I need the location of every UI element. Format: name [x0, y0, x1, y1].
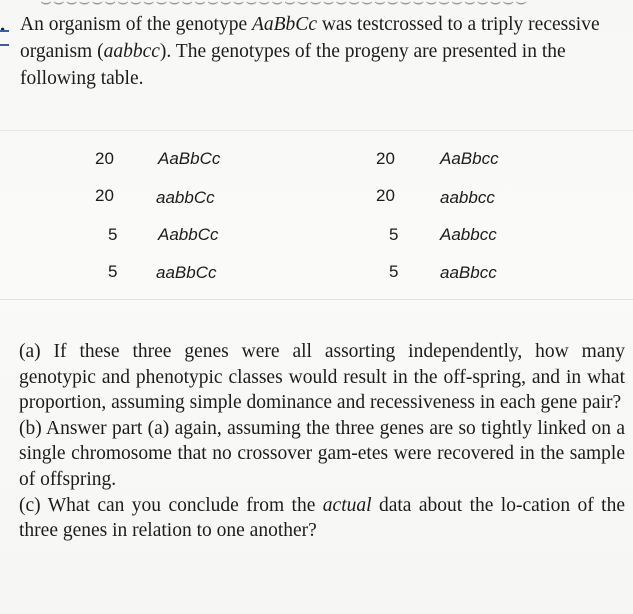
- cut-off-previous-line: ⌣⌣⌣⌣⌣⌣⌣⌣⌣⌣⌣⌣⌣⌣⌣⌣⌣⌣⌣⌣⌣⌣⌣⌣⌣⌣⌣⌣⌣⌣⌣⌣⌣⌣⌣⌣⌣⌣: [40, 0, 529, 11]
- table-row-2-count-left: 20: [95, 186, 114, 205]
- table-row-4-count-right: 5: [389, 262, 399, 281]
- table-row-4-genotype-right: aaBbcc: [440, 263, 497, 282]
- question-number: .: [0, 12, 6, 36]
- genotype-tester: aabbcc: [103, 41, 160, 62]
- question-intro: An organism of the genotype AaBbCc was testcrossed to a triply recessive organism (aabbcc). The genotypes of the progeny are presented in the following table.: [20, 14, 600, 89]
- table-row-4-genotype-left: aaBbCc: [156, 263, 217, 282]
- table-row-3-genotype-right: Aabbcc: [440, 225, 497, 244]
- table-row-2-genotype-right: aabbcc: [440, 188, 495, 207]
- table-row-2-genotype-left: aabbCc: [156, 188, 215, 207]
- table-row-3-genotype-left: AabbCc: [158, 225, 219, 244]
- part-a: (a) If these three genes were all assorting independently, how many genotypic and phenotypic classes would result in the off-spring, and in what proportion, assuming simple dominance and recessiveness in each gene pair?: [19, 341, 625, 414]
- genotype-parent: AaBbCc: [251, 14, 317, 35]
- table-row-1-count-right: 20: [376, 149, 395, 168]
- table-row-3-count-left: 5: [108, 225, 118, 244]
- part-c: (c) What can you conclude from the actual data about the lo-cation of the three genes in relation to one another?: [19, 494, 625, 542]
- progeny-table: [0, 130, 633, 300]
- table-row-4-count-left: 5: [108, 262, 118, 281]
- table-row-1-count-left: 20: [95, 149, 114, 168]
- table-row-1-genotype-right: AaBbcc: [440, 149, 499, 168]
- part-c-emphasis: actual: [322, 494, 372, 516]
- part-b: (b) Answer part (a) again, assuming the three genes are so tightly linked on a single chromosome that no crossover gam-etes were recovered in the sample of offspring.: [19, 417, 625, 490]
- question-parts: [19, 339, 625, 544]
- question-number-mark: [0, 30, 9, 46]
- table-row-3-count-right: 5: [389, 225, 399, 244]
- table-row-2-count-right: 20: [376, 186, 395, 205]
- table-row-1-genotype-left: AaBbCc: [158, 149, 221, 168]
